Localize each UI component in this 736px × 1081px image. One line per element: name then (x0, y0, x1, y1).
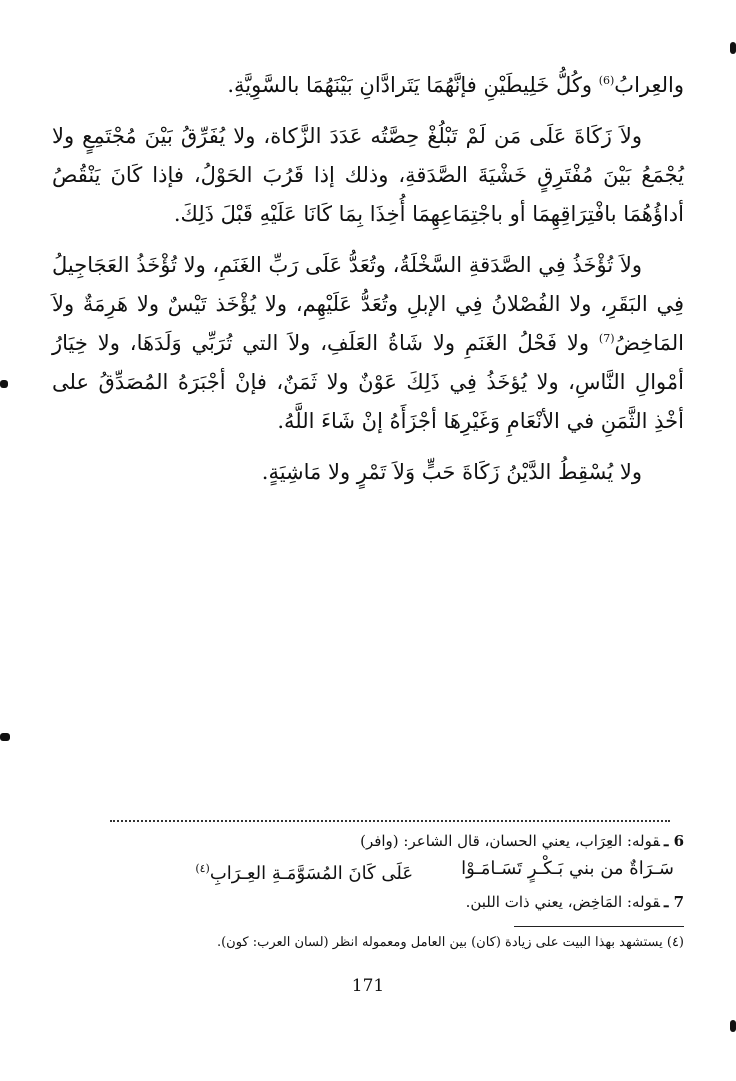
footnote-6 (52, 828, 684, 854)
paragraph-2 (52, 117, 684, 234)
paragraph-3-text-cont: ولا فَحْلُ الغَنَمِ ولا شَاةُ العَلَفِ، ولاَ التي تُرَبِّي وَلَدَهَا، ولا خِيَارُ أمْوالِ النَّاسِ، ولا يُؤخَذُ فِي ذَلِكَ عَوْنٌ ولا ثَمَنٌ، فإنْ أجْبَرَهُ المُصَدِّقُ على أخْذِ الثَّمَنِ في الأنْعَامِ وَغَيْرِهَا أجْزَأَهُ إنْ شَاءَ اللَّهُ. (52, 331, 684, 433)
verse-second-hemistich-wrap (195, 854, 413, 889)
paragraph-1 (52, 66, 684, 105)
editor-note-separator (514, 926, 684, 927)
footnote-7-number: 7 ـ (663, 893, 684, 911)
paragraph-4 (52, 453, 684, 492)
footnote-7-text: قوله: المَاخِض، يعني ذات اللبن. (465, 893, 660, 911)
footnote-7 (52, 889, 684, 915)
paragraph-3 (52, 246, 684, 441)
paragraph-1-text: والعِرابُ (614, 73, 684, 97)
footnote-6-number: 6 ـ (663, 832, 684, 850)
footnotes (52, 828, 684, 915)
verse-second-hemistich: عَلَى كَانَ المُسَوَّمَـةِ العِـرَابِ (209, 863, 414, 884)
editor-note: (٤) يستشهد بهذا البيت على زيادة (كان) بين العامل ومعموله انظر (لسان العرب: كون). (216, 935, 684, 950)
main-text (52, 66, 684, 492)
edge-mark-top (730, 42, 736, 54)
footnote-ref-7[interactable]: (7) (598, 332, 615, 345)
verse-first-hemistich: سَـرَاةٌ من بني بَـكْـرٍ تَسَـامَـوْا (461, 858, 674, 879)
editor-note-marker[interactable]: (٤) (195, 862, 210, 875)
edge-mark-bottom (730, 1020, 736, 1032)
paragraph-1-text-cont: وكُلُّ خَلِيطَيْنِ فإنَّهُمَا يَتَرادَّانِ بَيْنَهُمَا بالسَّوِيَّةِ. (227, 73, 599, 97)
edge-mark-left-2 (0, 733, 10, 741)
footnote-separator (110, 820, 670, 822)
footnote-6-text: قوله: العِرَاب، يعني الحسان، قال الشاعر: (وافر) (360, 832, 660, 850)
paragraph-3-text: ولاَ تُؤْخَذُ فِي الصَّدَقةِ السَّخْلَةُ، وتُعَدُّ عَلَى رَبِّ الغَنَمِ، ولا تُؤْخَذُ العَجَاجِيلُ فِي البَقَرِ، ولا الفُصْلانُ فِي الإبلِ وتُعَدُّ عَلَيْهِم، ولا يُؤْخَذ تَيْسٌ ولا هَرِمَةٌ ولاَ المَاخِضُ (52, 253, 684, 355)
edge-mark-left-1 (0, 380, 8, 388)
paragraph-2-text: ولاَ زَكَاةَ عَلَى مَن لَمْ تَبْلُغْ حِصَّتُه عَدَدَ الزَّكاة، ولا يُفَرِّقُ بَيْنَ مُجْتَمِعٍ ولا يُجْمَعُ بَيْنَ مُفْتَرِقٍ خَشْيَةَ الصَّدَقةِ، وذلك إذا قَرُبَ الحَوْلُ، فإذا كَانَ يَنْقُصُ أداؤُهُمَا بافْتِرَاقِهِمَا أو باجْتِمَاعِهِمَا أُخِذَا بِمَا كَانَا عَلَيْهِ قَبْلَ ذَلِكَ. (52, 124, 684, 226)
poetry-verse (52, 854, 684, 889)
page-number: 171 (351, 976, 385, 996)
paragraph-4-text: ولا يُسْقِطُ الدَّيْنُ زَكَاةَ حَبٍّ وَلاَ تَمْرٍ ولا مَاشِيَةٍ. (261, 460, 642, 484)
footnote-ref-6[interactable]: (6) (598, 74, 615, 87)
